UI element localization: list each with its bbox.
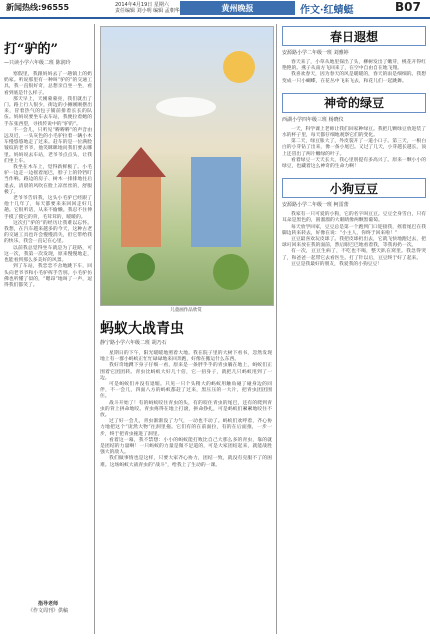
column-divider	[94, 24, 95, 634]
paragraph: 我好奇地蹲下身子仔细一看，原来是一条胖乎乎的青虫躺在地上，蚂蚁们正围着它团团转。青虫比蚂蚁大好几十倍，它一扭身子，就把几只蚂蚁甩到了一边。	[100, 363, 272, 381]
drawing-picture	[101, 27, 273, 305]
paragraph: 豆豆是我最好的朋友，我爱我的小狗豆豆！	[291, 261, 383, 267]
article-title: 神奇的绿豆	[323, 96, 384, 111]
article-title-box	[282, 178, 426, 198]
paragraph: 可是蚂蚁们并没有退缩。只见一只个头稍大的蚂蚁用触角碰了碰身边的同伴，不一会儿，四面八方的蚂蚁都赶了过来，黑压压的一大片，把青虫团团围住。	[100, 382, 272, 400]
children-drawing	[100, 26, 274, 306]
paragraph: 那天早上，天刚蒙蒙亮，我们就出了门。路上行人很少，街边的小摊刚刚摆出来，冒着热气的包子铺前排着长长的队伍。妈妈说要坐车去车站，我便拉着她的手东张西望，寻找传说中的“驴的”。	[4, 96, 92, 127]
house-shape	[121, 177, 161, 247]
masthead-banner: 黄州晚报	[180, 1, 295, 15]
paragraph: 星期日的下午，阳光暖暖地照着大地。我在院子里的大树下看书，忽然发现地上有一群小蚂蚁正忙忙碌碌地来回奔跑，好像在搬运什么东西。	[100, 351, 272, 363]
header-rule	[0, 17, 430, 19]
column-divider	[276, 24, 277, 634]
section-title: 作文·红蜻蜓	[300, 5, 354, 16]
paragraph: 第二天，绿豆胀大了，外皮裂开了一道小口子。第三天，一根白白的小芽钻了出来，像一条小尾巴。又过了几天，小芽越长越长，顶上还冒出了两片嫩绿的叶子。	[282, 139, 426, 157]
tree-shape	[127, 253, 155, 281]
tree-shape	[213, 254, 249, 290]
paragraph: 到了车站，我恋恋不舍地跳下车，回头向老爷爷和小毛驴挥手告别。小毛驴仿佛也听懂了似的，“嗯昂”地叫了一声，逗得我们都笑了。	[4, 264, 92, 288]
article-title: 春日遐想	[329, 29, 378, 44]
paragraph: 我喜欢春天，因为春天的风是暖暖的，春天的雨是细细的。我想变成一只小蝴蝶，在花丛中飞来飞去，和花儿们一起跳舞。	[282, 72, 426, 84]
article-title: 小狗豆豆	[329, 181, 378, 196]
article-author: —只读小学六年级二班 陈润玲	[4, 60, 71, 66]
paragraph: 每天放学回家，豆豆总是第一个跑到门口迎接我，摇着尾巴在我脚边转来转去，好像在说：“小主人，你终于回来啦！”	[282, 224, 426, 236]
paragraph: 有一次，豆豆生病了，不吃也不喝，整天趴在窝里。我急得哭了，和爸爸一起带它去看医生。打了针以后，豆豆终于好了起来。	[282, 249, 426, 261]
paragraph: 寒假里，我跟妈妈去了一趟镇上的奶奶家。听说那里有一种叫“驴的”的交通工具，我一直很好奇，总想亲自坐一坐，看看到底是什么样子。	[4, 72, 92, 96]
paragraph: 一天，科学课上老师让我们回家种绿豆。我把几颗绿豆放进装了水的杯子里，每天都仔细地观察它们的变化。	[282, 126, 426, 139]
article-body	[100, 351, 272, 469]
teacher-label: 指导老师	[37, 601, 58, 607]
paragraph: 战斗开始了！有的蚂蚁咬住青虫的头，有的咬住青虫的尾巴，还有的爬到青虫的背上拼命地咬。青虫疼得在地上打滚，拼命挣扎，可是蚂蚁们紧紧地咬住不放。	[100, 400, 272, 419]
issue-info	[115, 2, 180, 14]
roof-shape	[116, 147, 166, 177]
paragraph: 豆豆最喜欢玩皮球了。我把皮球扔出去，它就飞快地跑过去，把球叼回来放在我的面前，然后眼巴巴地看着我，等我再扔一次。	[282, 237, 426, 249]
page-number: B07	[395, 0, 421, 14]
article-body	[282, 212, 426, 268]
paragraph: 春天来了，小草从地里探出了头，柳树发出了嫩芽，桃花开得红艳艳的。燕子从南方飞回来了，在空中自由自在地飞翔。	[282, 60, 426, 72]
paragraph: 我家有一只可爱的小狗，它的名字叫豆豆。豆豆全身雪白，只有耳朵是黑色的，圆溜溜的大眼睛像两颗黑葡萄。	[282, 212, 426, 224]
article-ants-vs-caterpillar	[100, 318, 272, 469]
issue-date: 2014年4月19日 星期六	[115, 2, 169, 8]
teacher-note	[4, 600, 92, 614]
article-author: 安源路小学二年级一班 柯雷蕾	[282, 202, 349, 209]
teacher-source: 《作文周刊》供稿	[27, 608, 68, 614]
article-body	[282, 127, 426, 170]
building-shape	[191, 157, 241, 247]
article-title-box	[282, 93, 426, 113]
sun-shape	[223, 51, 255, 83]
article-title-box	[282, 26, 426, 46]
paragraph: 我坐在木车上，觉得新鲜极了。小毛驴一边走一边摇着尾巴，脖子上的铃铛叮当作响。路边的房子、树木一排排地往后退去，清晨的风吹在脸上凉丝丝的，舒服极了。	[4, 165, 92, 195]
issue-editors: 责任编辑 刘小明 编辑 孟朝华	[115, 8, 180, 14]
paragraph: 过了好一会儿，青虫渐渐没了力气，一动也不动了。蚂蚁们欢呼着，齐心协力地把这个“庞然大物”往洞里拖。它们有的在前面拉，有的在后面推，一步一步，终于把青虫拖进了洞里。	[100, 419, 272, 437]
cloud-shape	[156, 97, 216, 117]
paragraph: 我们做事情也是这样，只要大家齐心协力，团结一致，就没有克服不了的困难。这场蚂蚁大战青虫的“战斗”，给我上了生动的一课。	[100, 456, 272, 468]
article-body	[282, 60, 426, 85]
paragraph: 不一会儿，只听见“嘚嘚嘚”的声音由远及近，一头灰色的小毛驴拉着一辆小木车慢悠悠地走了过来。赶车的是一位满脸皱纹的老爷爷，他笑眯眯地问我们要去哪里。妈妈说去车站，老爷爷点点头，让我们坐上车。	[4, 127, 92, 164]
right-column	[282, 26, 426, 268]
page-header	[0, 0, 430, 26]
article-author: 西湖小学四年级三班 杨晓仪	[282, 116, 344, 123]
hotline-label: 新闻热线:96555	[6, 3, 70, 12]
article-body	[4, 72, 92, 289]
article-title: 打“驴的”	[4, 42, 58, 57]
drawing-caption: 儿童画作品欣赏	[170, 308, 202, 313]
paragraph: 以前我总觉得坐车就是为了赶路，可这一次，我第一次发现，原来慢慢地走，也能看到那么多美好的风景。	[4, 245, 92, 264]
paragraph: 老爷爷告诉我，这头小毛驴已经跟了他十几年了，每天都要来来回回走好几趟。它很听话，从来不偷懒。我忍不住伸手摸了摸它的背，毛茸茸的，暖暖的。	[4, 196, 92, 220]
paragraph: 看着这一幕，我不禁想：小小的蚂蚁能打败比自己大那么多的青虫，靠的就是团结的力量啊！一只蚂蚁的力量是微不足道的，可是大家团结起来，就能战胜强大的敌人。	[100, 437, 272, 456]
article-author: 安源路小学二年级一班 刘雅婷	[282, 50, 349, 56]
article-drive-donkey	[4, 38, 92, 289]
paragraph: 这次打“驴的”的经历让我难以忘怀。我想，在汽车越来越多的今天，这种古老的交通工具也许会慢慢消失，但它带给我的快乐，我会一直记在心里。	[4, 220, 92, 245]
article-title: 蚂蚁大战青虫	[100, 321, 184, 337]
paragraph: 看着绿豆一天天长大，我心里别提有多高兴了。原来一颗小小的绿豆，也藏着这么神奇的生命力啊！	[282, 157, 426, 170]
article-author: 静宁路小学六年级二班 胡乃石	[100, 340, 167, 346]
